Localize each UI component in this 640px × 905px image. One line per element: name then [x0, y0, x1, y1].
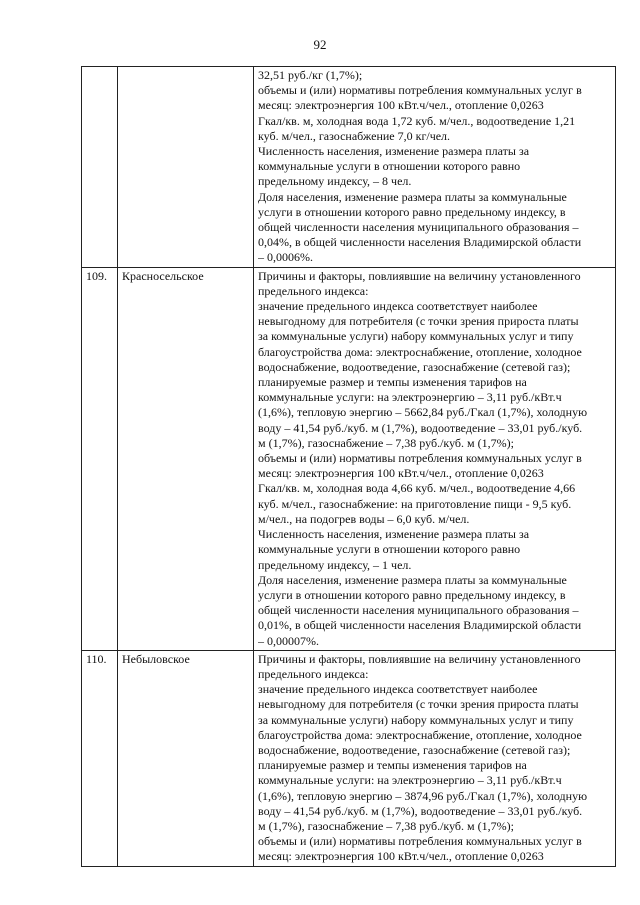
- text-line: – 0,0006%.: [258, 250, 313, 265]
- text-line: услуги в отношении которого равно предельному индексу, в: [258, 204, 566, 219]
- description-cell: [254, 650, 616, 866]
- text-line: водоснабжение, водоотведение, газоснабжение (сетевой газ);: [258, 742, 571, 757]
- table-row: [82, 267, 616, 650]
- text-line: коммунальные услуги: на электроэнергию – 3,11 руб./кВт.ч: [258, 390, 562, 405]
- description-cell: [254, 67, 616, 268]
- text-line: благоустройства дома: электроснабжение, отопление, холодное: [258, 727, 582, 742]
- text-line: за коммунальные услуги) набору коммунальных услуг и типу: [258, 329, 574, 344]
- text-line: воду – 41,54 руб./куб. м (1,7%), водоотведение – 33,01 руб./куб.: [258, 420, 583, 435]
- description-cell: [254, 267, 616, 650]
- text-line: Численность населения, изменение размера платы за: [258, 527, 530, 542]
- text-line: услуги в отношении которого равно предельному индексу, в: [258, 587, 566, 602]
- text-line: 32,51 руб./кг (1,7%);: [258, 68, 363, 82]
- text-line: коммунальные услуги: на электроэнергию – 3,11 руб./кВт.ч: [258, 773, 562, 788]
- text-line: общей численности населения муниципального образования –: [258, 220, 579, 235]
- text-line: водоснабжение, водоотведение, газоснабжение (сетевой газ);: [258, 359, 571, 374]
- text-line: предельному индексу, – 8 чел.: [258, 174, 412, 189]
- text-line: воду – 41,54 руб./куб. м (1,7%), водоотведение – 33,01 руб./куб.: [258, 803, 583, 818]
- row-number-cell: 110.: [82, 650, 118, 866]
- text-line: месяц: электроэнергия 100 кВт.ч/чел., отопление 0,0263: [258, 849, 544, 864]
- text-line: благоустройства дома: электроснабжение, отопление, холодное: [258, 344, 582, 359]
- municipality-name-cell: [118, 67, 254, 268]
- table-row: [82, 67, 616, 268]
- text-line: планируемые размер и темпы изменения тарифов на: [258, 758, 527, 773]
- text-line: планируемые размер и темпы изменения тарифов на: [258, 375, 527, 390]
- text-line: Гкал/кв. м, холодная вода 4,66 куб. м/чел., водоотведение 4,66: [258, 481, 576, 496]
- text-line: предельному индексу, – 1 чел.: [258, 557, 412, 572]
- text-line: (1,6%), тепловую энергию – 5662,84 руб./Гкал (1,7%), холодную: [258, 405, 588, 420]
- text-line: (1,6%), тепловую энергию – 3874,96 руб./Гкал (1,7%), холодную: [258, 788, 588, 803]
- text-line: месяц: электроэнергия 100 кВт.ч/чел., отопление 0,0263: [258, 466, 544, 481]
- text-line: м/чел., на подогрев воды – 6,0 куб. м/чел.: [258, 511, 470, 526]
- text-line: предельного индекса:: [258, 283, 369, 298]
- text-line: 0,01%, в общей численности населения Владимирской области: [258, 618, 582, 633]
- text-line: за коммунальные услуги) набору коммунальных услуг и типу: [258, 712, 574, 727]
- text-line: объемы и (или) нормативы потребления коммунальных услуг в: [258, 83, 582, 98]
- municipality-name-cell: Красносельское: [118, 267, 254, 650]
- text-line: коммунальные услуги в отношении которого равно: [258, 542, 521, 557]
- text-line: – 0,00007%.: [258, 633, 319, 648]
- text-line: месяц: электроэнергия 100 кВт.ч/чел., отопление 0,0263: [258, 98, 544, 113]
- text-line: объемы и (или) нормативы потребления коммунальных услуг в: [258, 834, 582, 849]
- text-line: куб. м/чел., газоснабжение: на приготовление пищи - 9,5 куб.: [258, 496, 572, 511]
- text-line: Доля населения, изменение размера платы за коммунальные: [258, 572, 567, 587]
- text-line: 0,04%, в общей численности населения Владимирской области: [258, 235, 582, 250]
- text-line: значение предельного индекса соответствует наиболее: [258, 682, 538, 697]
- text-line: м (1,7%), газоснабжение – 7,38 руб./куб. м (1,7%);: [258, 435, 514, 450]
- text-line: м (1,7%), газоснабжение – 7,38 руб./куб. м (1,7%);: [258, 818, 514, 833]
- text-line: объемы и (или) нормативы потребления коммунальных услуг в: [258, 451, 582, 466]
- text-line: значение предельного индекса соответствует наиболее: [258, 299, 538, 314]
- text-line: Численность населения, изменение размера платы за: [258, 144, 530, 159]
- text-line: Причины и факторы, повлиявшие на величину установленного: [258, 268, 581, 283]
- document-table: [81, 66, 616, 867]
- text-line: Гкал/кв. м, холодная вода 1,72 куб. м/чел., водоотведение 1,21: [258, 113, 576, 128]
- row-number-cell: 109.: [82, 267, 118, 650]
- page-number: 92: [313, 37, 327, 52]
- text-line: Причины и факторы, повлиявшие на величину установленного: [258, 651, 581, 666]
- text-line: невыгодному для потребителя (с точки зрения прироста платы: [258, 697, 579, 712]
- text-line: общей численности населения муниципального образования –: [258, 603, 579, 618]
- table-row: [82, 650, 616, 866]
- row-number-cell: [82, 67, 118, 268]
- text-line: куб. м/чел., газоснабжение 7,0 кг/чел.: [258, 128, 451, 143]
- municipality-name-cell: Небыловское: [118, 650, 254, 866]
- text-line: предельного индекса:: [258, 666, 369, 681]
- text-line: коммунальные услуги в отношении которого равно: [258, 159, 521, 174]
- text-line: Доля населения, изменение размера платы за коммунальные: [258, 189, 567, 204]
- text-line: невыгодному для потребителя (с точки зрения прироста платы: [258, 314, 579, 329]
